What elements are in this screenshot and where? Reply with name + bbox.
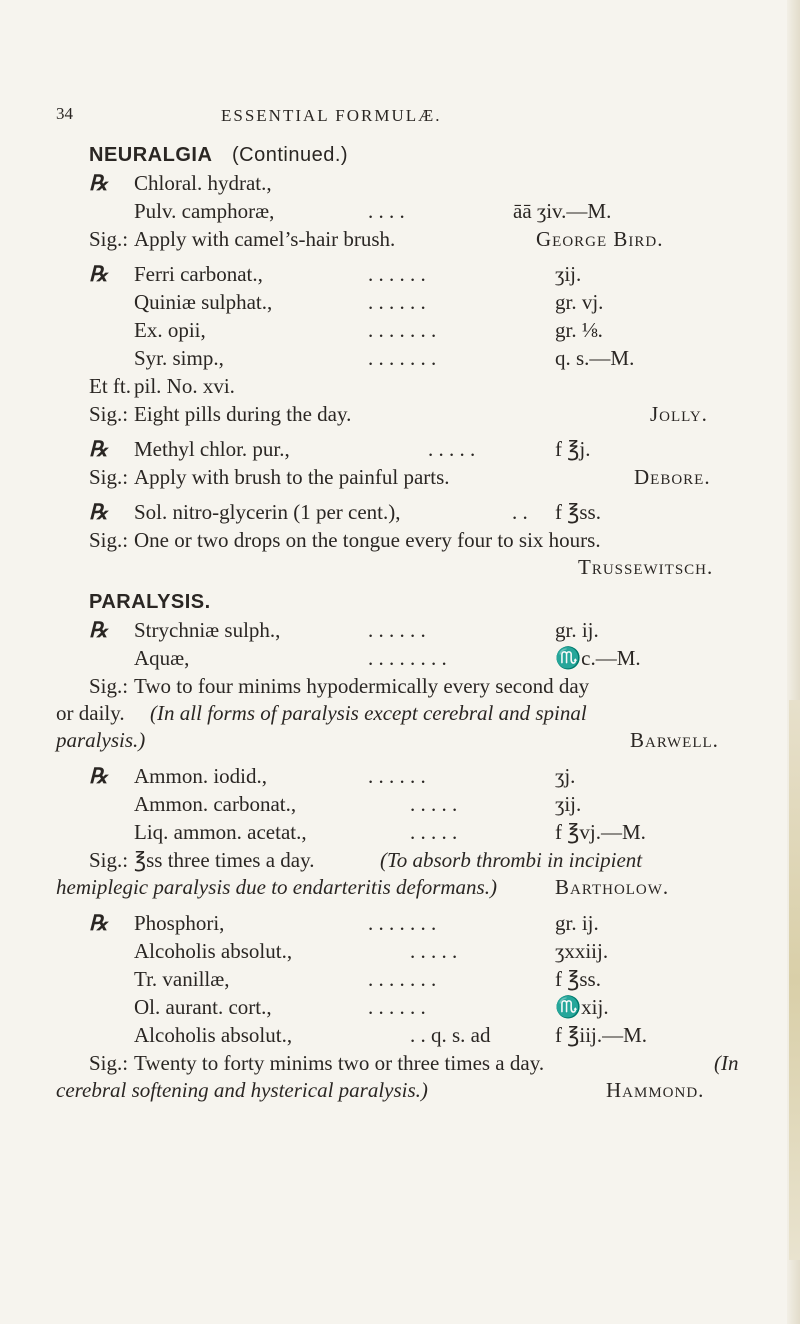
ingredient-line	[0, 616, 800, 644]
leader-dots: . . . . . .	[368, 764, 426, 788]
running-head: ESSENTIAL FORMULÆ.	[221, 106, 442, 125]
author: Barwell.	[630, 728, 719, 752]
dose: ʒij.	[555, 792, 582, 816]
sig-text: Apply with camel’s-hair brush.	[134, 227, 396, 251]
ingredient-line	[0, 937, 800, 965]
leader-dots: . . . . . . .	[368, 346, 437, 370]
leader-dots: . . . . . .	[368, 262, 426, 286]
page-edge-shadow	[789, 700, 800, 1260]
ingredient: Syr. simp.,	[134, 346, 224, 370]
recipe-symbol: ℞	[89, 911, 108, 935]
recipe-symbol: ℞	[89, 437, 108, 461]
leader-dots: . . . . . .	[368, 995, 426, 1019]
ingredient: Aquæ,	[134, 646, 190, 670]
ingredient-line	[0, 644, 800, 672]
sig-continuation	[0, 873, 800, 901]
author: Hammond.	[606, 1078, 705, 1102]
sig-note-italic: hemiplegic paralysis due to endarteritis deformans.)	[56, 875, 497, 899]
ingredient: Quiniæ sulphat.,	[134, 290, 273, 314]
leader-dots: . . . . .	[428, 437, 476, 461]
ingredient: Methyl chlor. pur.,	[134, 437, 290, 461]
ingredient: Liq. ammon. acetat.,	[134, 820, 307, 844]
ingredient-line	[0, 993, 800, 1021]
ingredient-line	[0, 169, 800, 197]
ingredient-line	[0, 965, 800, 993]
signa-line	[0, 225, 800, 253]
author: Jolly.	[650, 402, 708, 426]
ingredient: Pulv. camphoræ,	[134, 199, 275, 223]
sig-note-italic: (In all forms of paralysis except cerebral and spinal	[150, 701, 587, 725]
ingredient: Chloral. hydrat.,	[134, 171, 272, 195]
sig-text: Apply with brush to the painful parts.	[134, 465, 450, 489]
author: Trussewitsch.	[578, 555, 714, 579]
ingredient: Ol. aurant. cort.,	[134, 995, 272, 1019]
sig-label: Sig.:	[89, 1051, 129, 1075]
author-line	[0, 553, 800, 581]
sig-continuation	[0, 1076, 800, 1104]
heading-text: NEURALGIA	[89, 144, 213, 166]
ingredient-line	[0, 260, 800, 288]
ingredient: Ex. opii,	[134, 318, 206, 342]
ingredient: Ammon. iodid.,	[134, 764, 268, 788]
signa-line	[0, 672, 800, 700]
leader-dots: . . . . . .	[368, 290, 426, 314]
dose: q. s.—M.	[555, 346, 635, 370]
author: Debore.	[634, 465, 711, 489]
dose: gr. ij.	[555, 618, 599, 642]
recipe-symbol: ℞	[89, 618, 108, 642]
leader-dots: . .	[512, 500, 528, 524]
sig-continuation	[0, 726, 800, 754]
leader-dots: . . . . .	[410, 820, 458, 844]
recipe-symbol: ℞	[89, 171, 108, 195]
instruction-line	[0, 372, 800, 400]
sig-text: or daily.	[56, 701, 125, 725]
dose: gr. ⅛.	[555, 318, 603, 342]
leader-dots: . . . . . . .	[368, 967, 437, 991]
sig-label: Sig.:	[89, 848, 129, 872]
ingredient: Alcoholis absolut.,	[134, 1023, 293, 1047]
sig-label: Sig.:	[89, 465, 129, 489]
ingredient: Ferri carbonat.,	[134, 262, 263, 286]
leader-dots: . . . . . . .	[368, 318, 437, 342]
section-heading-paralysis	[0, 588, 800, 616]
dose: āā ʒiv.—M.	[513, 199, 612, 223]
leader-dots: . . q. s. ad	[410, 1023, 491, 1047]
sig-note-italic: (In	[714, 1051, 739, 1075]
dose: ♏xij.	[555, 995, 609, 1019]
leader-dots: . . . . . . . .	[368, 646, 447, 670]
dose: gr. vj.	[555, 290, 604, 314]
ingredient-line	[0, 316, 800, 344]
dose: f ℥j.	[555, 437, 591, 461]
recipe-symbol: ℞	[89, 764, 108, 788]
dose: ♏c.—M.	[555, 646, 641, 670]
sig-note-italic: (To absorb thrombi in incipient	[380, 848, 643, 872]
sig-label: Sig.:	[89, 674, 129, 698]
sig-label: Sig.:	[89, 402, 129, 426]
sig-continuation	[0, 699, 800, 727]
leader-dots: . . . . .	[410, 939, 458, 963]
sig-text: Eight pills during the day.	[134, 402, 352, 426]
recipe-symbol: ℞	[89, 262, 108, 286]
dose: ʒj.	[555, 764, 576, 788]
ingredient-line	[0, 762, 800, 790]
dose: f ℥ss.	[555, 967, 601, 991]
ingredient-line	[0, 197, 800, 225]
ingredient-line	[0, 1021, 800, 1049]
signa-line	[0, 526, 800, 554]
dose: ʒij.	[555, 262, 582, 286]
signa-line	[0, 463, 800, 491]
instruction-text: pil. No. xvi.	[134, 374, 235, 398]
page-number: 34	[56, 104, 73, 123]
ingredient-line	[0, 344, 800, 372]
sig-note-italic: cerebral softening and hysterical paralysis.)	[56, 1078, 428, 1102]
author: Bartholow.	[555, 875, 670, 899]
ingredient: Tr. vanillæ,	[134, 967, 230, 991]
ingredient: Sol. nitro-glycerin (1 per cent.),	[134, 500, 401, 524]
signa-line	[0, 1049, 800, 1077]
sig-text: One or two drops on the tongue every four to six hours.	[134, 528, 601, 552]
ingredient: Strychniæ sulph.,	[134, 618, 281, 642]
author: George Bird.	[536, 227, 664, 251]
leader-dots: . . . . . .	[368, 618, 426, 642]
leader-dots: . . . . .	[410, 792, 458, 816]
sig-note	[150, 699, 587, 727]
sig-label: Sig.:	[89, 227, 129, 251]
ingredient-line	[0, 288, 800, 316]
dose: f ℥ss.	[555, 500, 601, 524]
ingredient-line	[0, 498, 800, 526]
dose: f ℥vj.—M.	[555, 820, 646, 844]
sig-text: Two to four minims hypodermically every second day	[134, 674, 590, 698]
leader-dots: . . . . . . .	[368, 911, 437, 935]
ingredient: Phosphori,	[134, 911, 225, 935]
sig-text: Twenty to forty minims two or three times a day.	[134, 1051, 545, 1075]
ingredient: Alcoholis absolut.,	[134, 939, 293, 963]
heading-text: PARALYSIS.	[89, 591, 211, 613]
dose: f ℥iij.—M.	[555, 1023, 648, 1047]
signa-line	[0, 846, 800, 874]
et-label: Et ft.	[89, 374, 131, 398]
heading-note: (Continued.)	[232, 144, 349, 166]
ingredient: Ammon. carbonat.,	[134, 792, 297, 816]
section-heading-neuralgia	[0, 141, 800, 169]
sig-label: Sig.:	[89, 528, 129, 552]
dose: ʒxxiij.	[555, 939, 609, 963]
ingredient-line	[0, 818, 800, 846]
ingredient-line	[0, 909, 800, 937]
signa-line	[0, 400, 800, 428]
sig-text: ℥ss three times a day.	[134, 848, 315, 872]
ingredient-line	[0, 435, 800, 463]
dose: gr. ij.	[555, 911, 599, 935]
recipe-symbol: ℞	[89, 500, 108, 524]
leader-dots: . . . .	[368, 199, 405, 223]
ingredient-line	[0, 790, 800, 818]
sig-note-italic: paralysis.)	[56, 728, 146, 752]
